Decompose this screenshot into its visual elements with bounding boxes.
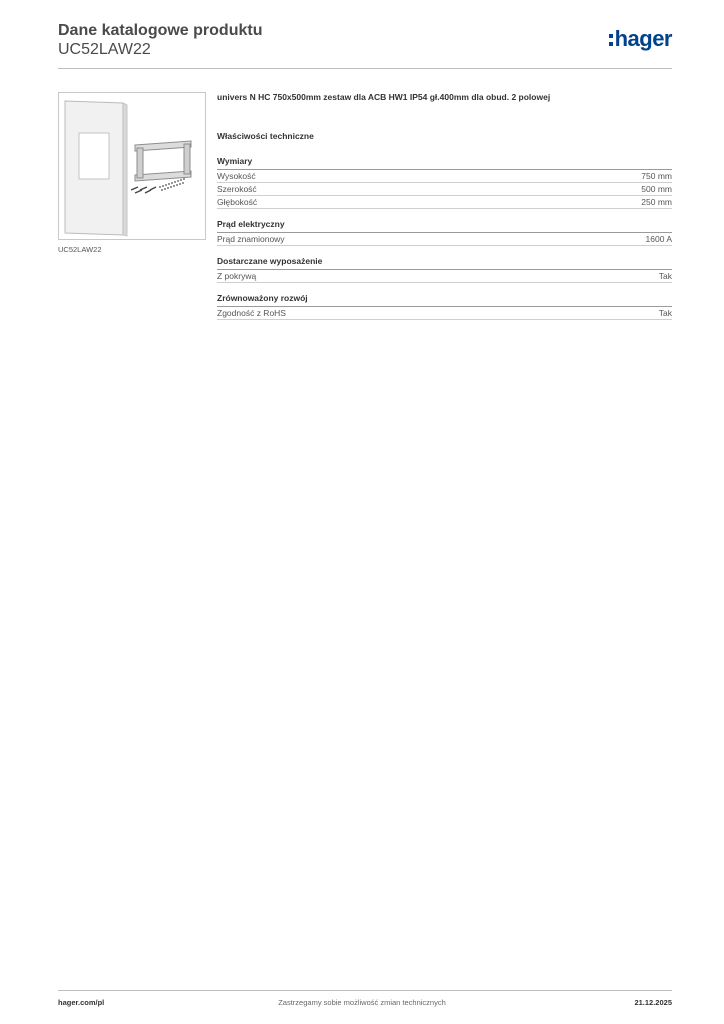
property-label: Z pokrywą (217, 271, 257, 281)
property-label: Prąd znamionowy (217, 234, 285, 244)
property-row-height (217, 170, 672, 183)
header-divider (58, 68, 672, 69)
page-header (58, 22, 672, 68)
property-row-with-cover (217, 270, 672, 283)
group-title: Wymiary (217, 156, 253, 166)
footer-website-link[interactable]: hager.com/pl (58, 998, 105, 1007)
property-value: Tak (658, 308, 672, 318)
section-title: Właściwości techniczne (217, 131, 314, 141)
property-label: Wysokość (217, 171, 256, 181)
property-value: 250 mm (641, 197, 672, 207)
group-title: Dostarczane wyposażenie (217, 256, 323, 266)
image-caption: UC52LAW22 (58, 245, 102, 254)
footer-disclaimer: Zastrzegamy sobie możliwość zmian technicznych (278, 998, 446, 1007)
property-value: Tak (658, 271, 672, 281)
footer-divider (58, 990, 672, 991)
product-description: univers N HC 750x500mm zestaw dla ACB HW1 IP54 gł.400mm dla obud. 2 polowej (217, 92, 551, 102)
hager-logo (609, 26, 672, 52)
group-title: Zrównoważony rozwój (217, 293, 308, 303)
logo-dots-icon (609, 34, 613, 46)
group-sustainability (217, 293, 672, 320)
group-supplied-equipment (217, 256, 672, 283)
property-value: 500 mm (641, 184, 672, 194)
logo-text: hager (614, 26, 672, 51)
property-label: Głębokość (217, 197, 258, 207)
property-row-rohs (217, 307, 672, 320)
property-row-depth (217, 196, 672, 209)
product-image (58, 92, 206, 240)
product-details (217, 92, 672, 320)
enclosure-cover-kit-icon (59, 93, 205, 239)
document-title: Dane katalogowe produktu (58, 22, 263, 39)
property-label: Szerokość (217, 184, 257, 194)
group-dimensions (217, 156, 672, 209)
property-row-rated-current (217, 233, 672, 246)
footer-date: 21.12.2025 (634, 998, 672, 1007)
product-code: UC52LAW22 (58, 41, 151, 58)
property-value: 1600 A (645, 234, 672, 244)
group-title: Prąd elektryczny (217, 219, 285, 229)
property-row-width (217, 183, 672, 196)
property-label: Zgodność z RoHS (217, 308, 286, 318)
group-electrical-current (217, 219, 672, 246)
property-value: 750 mm (641, 171, 672, 181)
